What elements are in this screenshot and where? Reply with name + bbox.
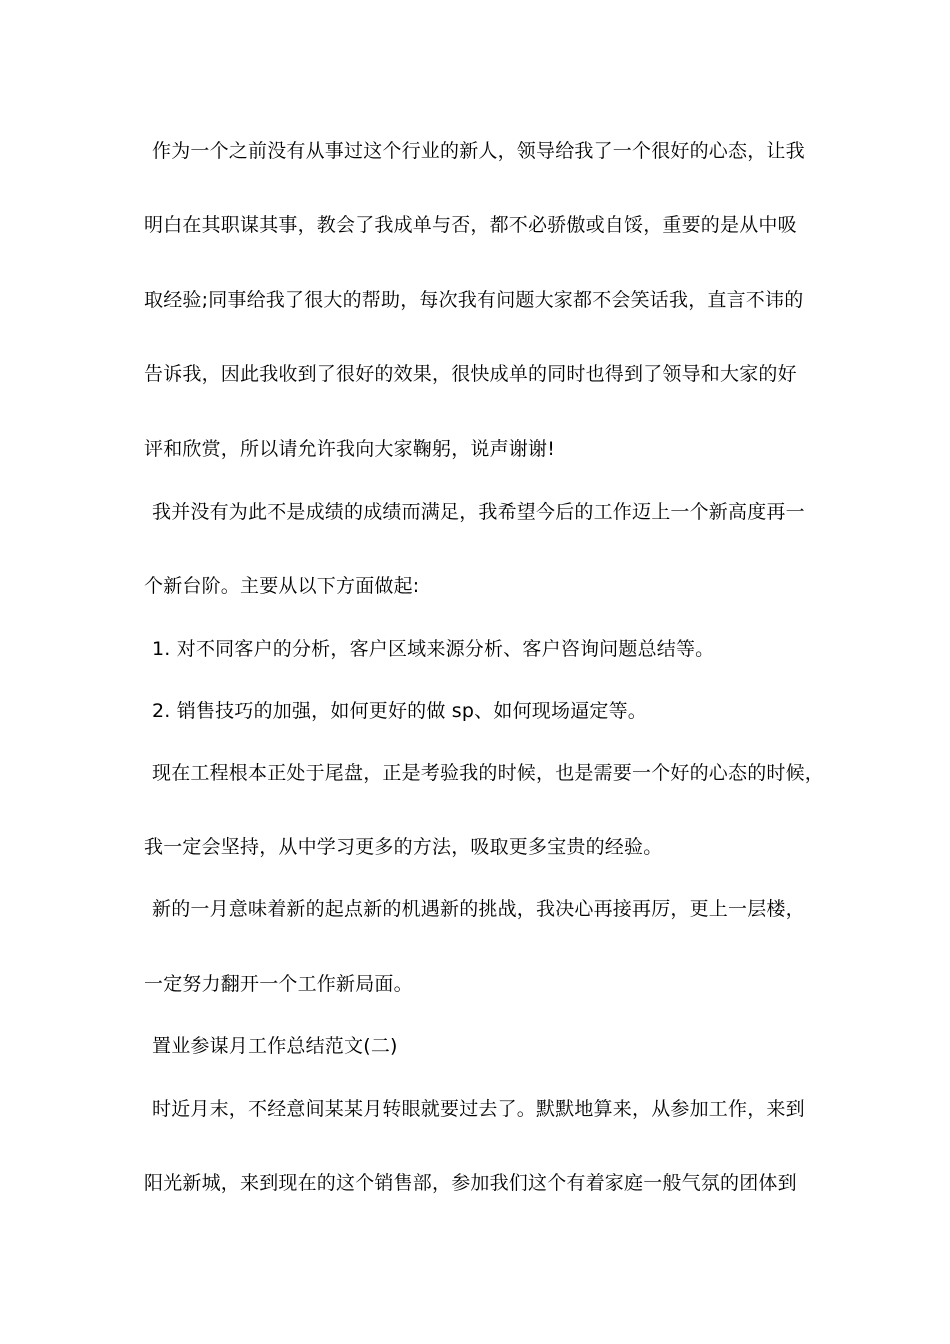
section-heading: 置业参谋月工作总结范文(二) (152, 1035, 398, 1057)
paragraph-line: 时近月末，不经意间某某月转眼就要过去了。默默地算来，从参加工作，来到 (152, 1098, 805, 1120)
list-item: 1. 对不同客户的分析，客户区域来源分析、客户咨询问题总结等。 (152, 638, 715, 660)
paragraph-line: 取经验;同事给我了很大的帮助，每次我有问题大家都不会笑话我，直言不讳的 (144, 289, 804, 311)
paragraph-line: 告诉我，因此我收到了很好的效果，很快成单的同时也得到了领导和大家的好 (144, 363, 797, 385)
paragraph-line: 评和欣赏，所以请允许我向大家鞠躬，说声谢谢! (144, 438, 556, 460)
paragraph-line: 阳光新城，来到现在的这个销售部，参加我们这个有着家庭一般气氛的团体到 (144, 1172, 797, 1194)
paragraph-line: 新的一月意味着新的起点新的机遇新的挑战，我决心再接再厉，更上一层楼， (152, 898, 805, 920)
paragraph-line: 个新台阶。主要从以下方面做起: (144, 575, 420, 597)
paragraph-line: 我一定会坚持，从中学习更多的方法，吸取更多宝贵的经验。 (144, 836, 663, 858)
paragraph-line: 我并没有为此不是成绩的成绩而满足，我希望今后的工作迈上一个新高度再一 (152, 501, 805, 523)
list-item: 2. 销售技巧的加强，如何更好的做 sp、如何现场逼定等。 (152, 700, 647, 722)
paragraph-line: 现在工程根本正处于尾盘，正是考验我的时候，也是需要一个好的心态的时候， (152, 762, 825, 784)
paragraph-line: 一定努力翻开一个工作新局面。 (144, 973, 413, 995)
paragraph-line: 作为一个之前没有从事过这个行业的新人，领导给我了一个很好的心态，让我 (152, 140, 805, 162)
paragraph-line: 明白在其职谋其事，教会了我成单与否，都不必骄傲或自馁，重要的是从中吸 (144, 214, 797, 236)
